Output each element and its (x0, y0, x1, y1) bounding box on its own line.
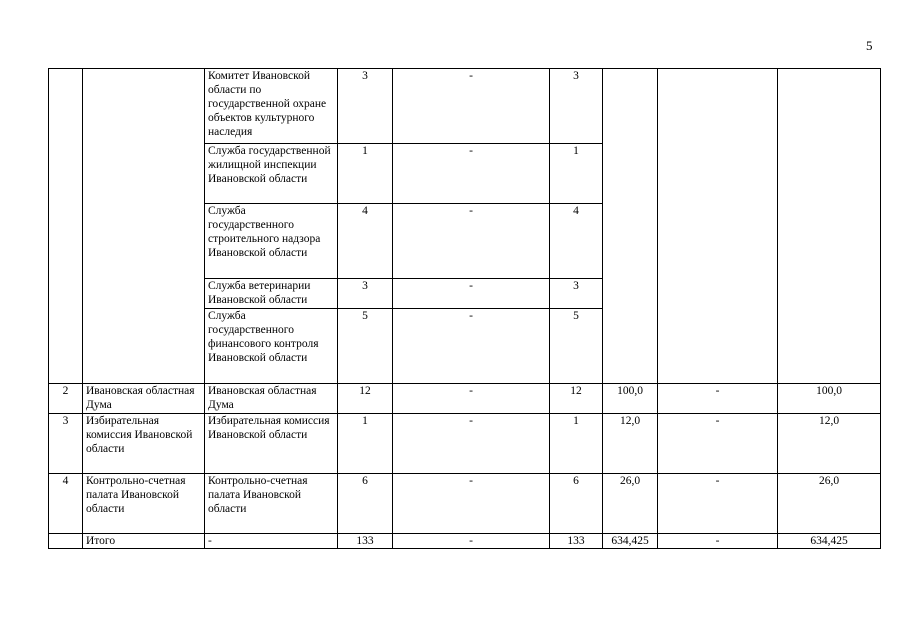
name-cell: Избирательная комиссия Ивановской области (83, 414, 205, 474)
table-row (49, 414, 881, 474)
org-cell: Комитет Ивановской области по государственной охране объектов культурного наследия (205, 69, 338, 144)
org-cell: Служба государственного финансового контроля Ивановской области (205, 309, 338, 384)
value-cell: 6 (550, 474, 603, 534)
amount-cell-empty (658, 69, 778, 384)
value-cell: - (393, 534, 550, 549)
value-cell: 3 (550, 69, 603, 144)
table-row (49, 69, 881, 144)
value-cell: - (393, 474, 550, 534)
org-cell: Служба государственного строительного надзора Ивановской области (205, 204, 338, 279)
value-cell: 3 (338, 279, 393, 309)
value-cell: 5 (550, 309, 603, 384)
value-cell: 1 (338, 144, 393, 204)
table-row (49, 384, 881, 414)
amount-cell: - (658, 534, 778, 549)
value-cell: 133 (550, 534, 603, 549)
total-row (49, 534, 881, 549)
amount-cell: 634,425 (778, 534, 881, 549)
org-cell: Служба ветеринарии Ивановской области (205, 279, 338, 309)
value-cell: 4 (338, 204, 393, 279)
org-cell: Контрольно-счетная палата Ивановской области (205, 474, 338, 534)
amount-cell: 634,425 (603, 534, 658, 549)
value-cell: - (393, 144, 550, 204)
amount-cell-empty (778, 69, 881, 384)
row-number: 2 (49, 384, 83, 414)
amount-cell: 26,0 (603, 474, 658, 534)
value-cell: 6 (338, 474, 393, 534)
row-number-empty (49, 534, 83, 549)
value-cell: 4 (550, 204, 603, 279)
total-label: Итого (83, 534, 205, 549)
num-cell-empty (49, 69, 83, 384)
amount-cell: - (658, 384, 778, 414)
value-cell: 1 (550, 414, 603, 474)
row-number: 3 (49, 414, 83, 474)
amount-cell-empty (603, 69, 658, 384)
value-cell: 133 (338, 534, 393, 549)
amount-cell: 100,0 (603, 384, 658, 414)
value-cell: - (393, 384, 550, 414)
org-cell: Избирательная комиссия Ивановской области (205, 414, 338, 474)
name-cell: Ивановская областная Дума (83, 384, 205, 414)
amount-cell: 26,0 (778, 474, 881, 534)
value-cell: - (393, 414, 550, 474)
value-cell: - (393, 309, 550, 384)
name-cell-empty (83, 69, 205, 384)
value-cell: 1 (338, 414, 393, 474)
value-cell: - (393, 204, 550, 279)
value-cell: 3 (338, 69, 393, 144)
value-cell: - (393, 69, 550, 144)
amount-cell: 12,0 (603, 414, 658, 474)
name-cell: Контрольно-счетная палата Ивановской области (83, 474, 205, 534)
value-cell: 5 (338, 309, 393, 384)
amount-cell: - (658, 414, 778, 474)
row-number: 4 (49, 474, 83, 534)
org-cell: Ивановская областная Дума (205, 384, 338, 414)
budget-table (48, 68, 881, 549)
value-cell: 12 (550, 384, 603, 414)
amount-cell: 100,0 (778, 384, 881, 414)
table-row (49, 474, 881, 534)
page-number: 5 (866, 38, 873, 53)
value-cell: 3 (550, 279, 603, 309)
amount-cell: 12,0 (778, 414, 881, 474)
org-cell: Служба государственной жилищной инспекции Ивановской области (205, 144, 338, 204)
value-cell: 1 (550, 144, 603, 204)
value-cell: 12 (338, 384, 393, 414)
org-cell: - (205, 534, 338, 549)
amount-cell: - (658, 474, 778, 534)
value-cell: - (393, 279, 550, 309)
